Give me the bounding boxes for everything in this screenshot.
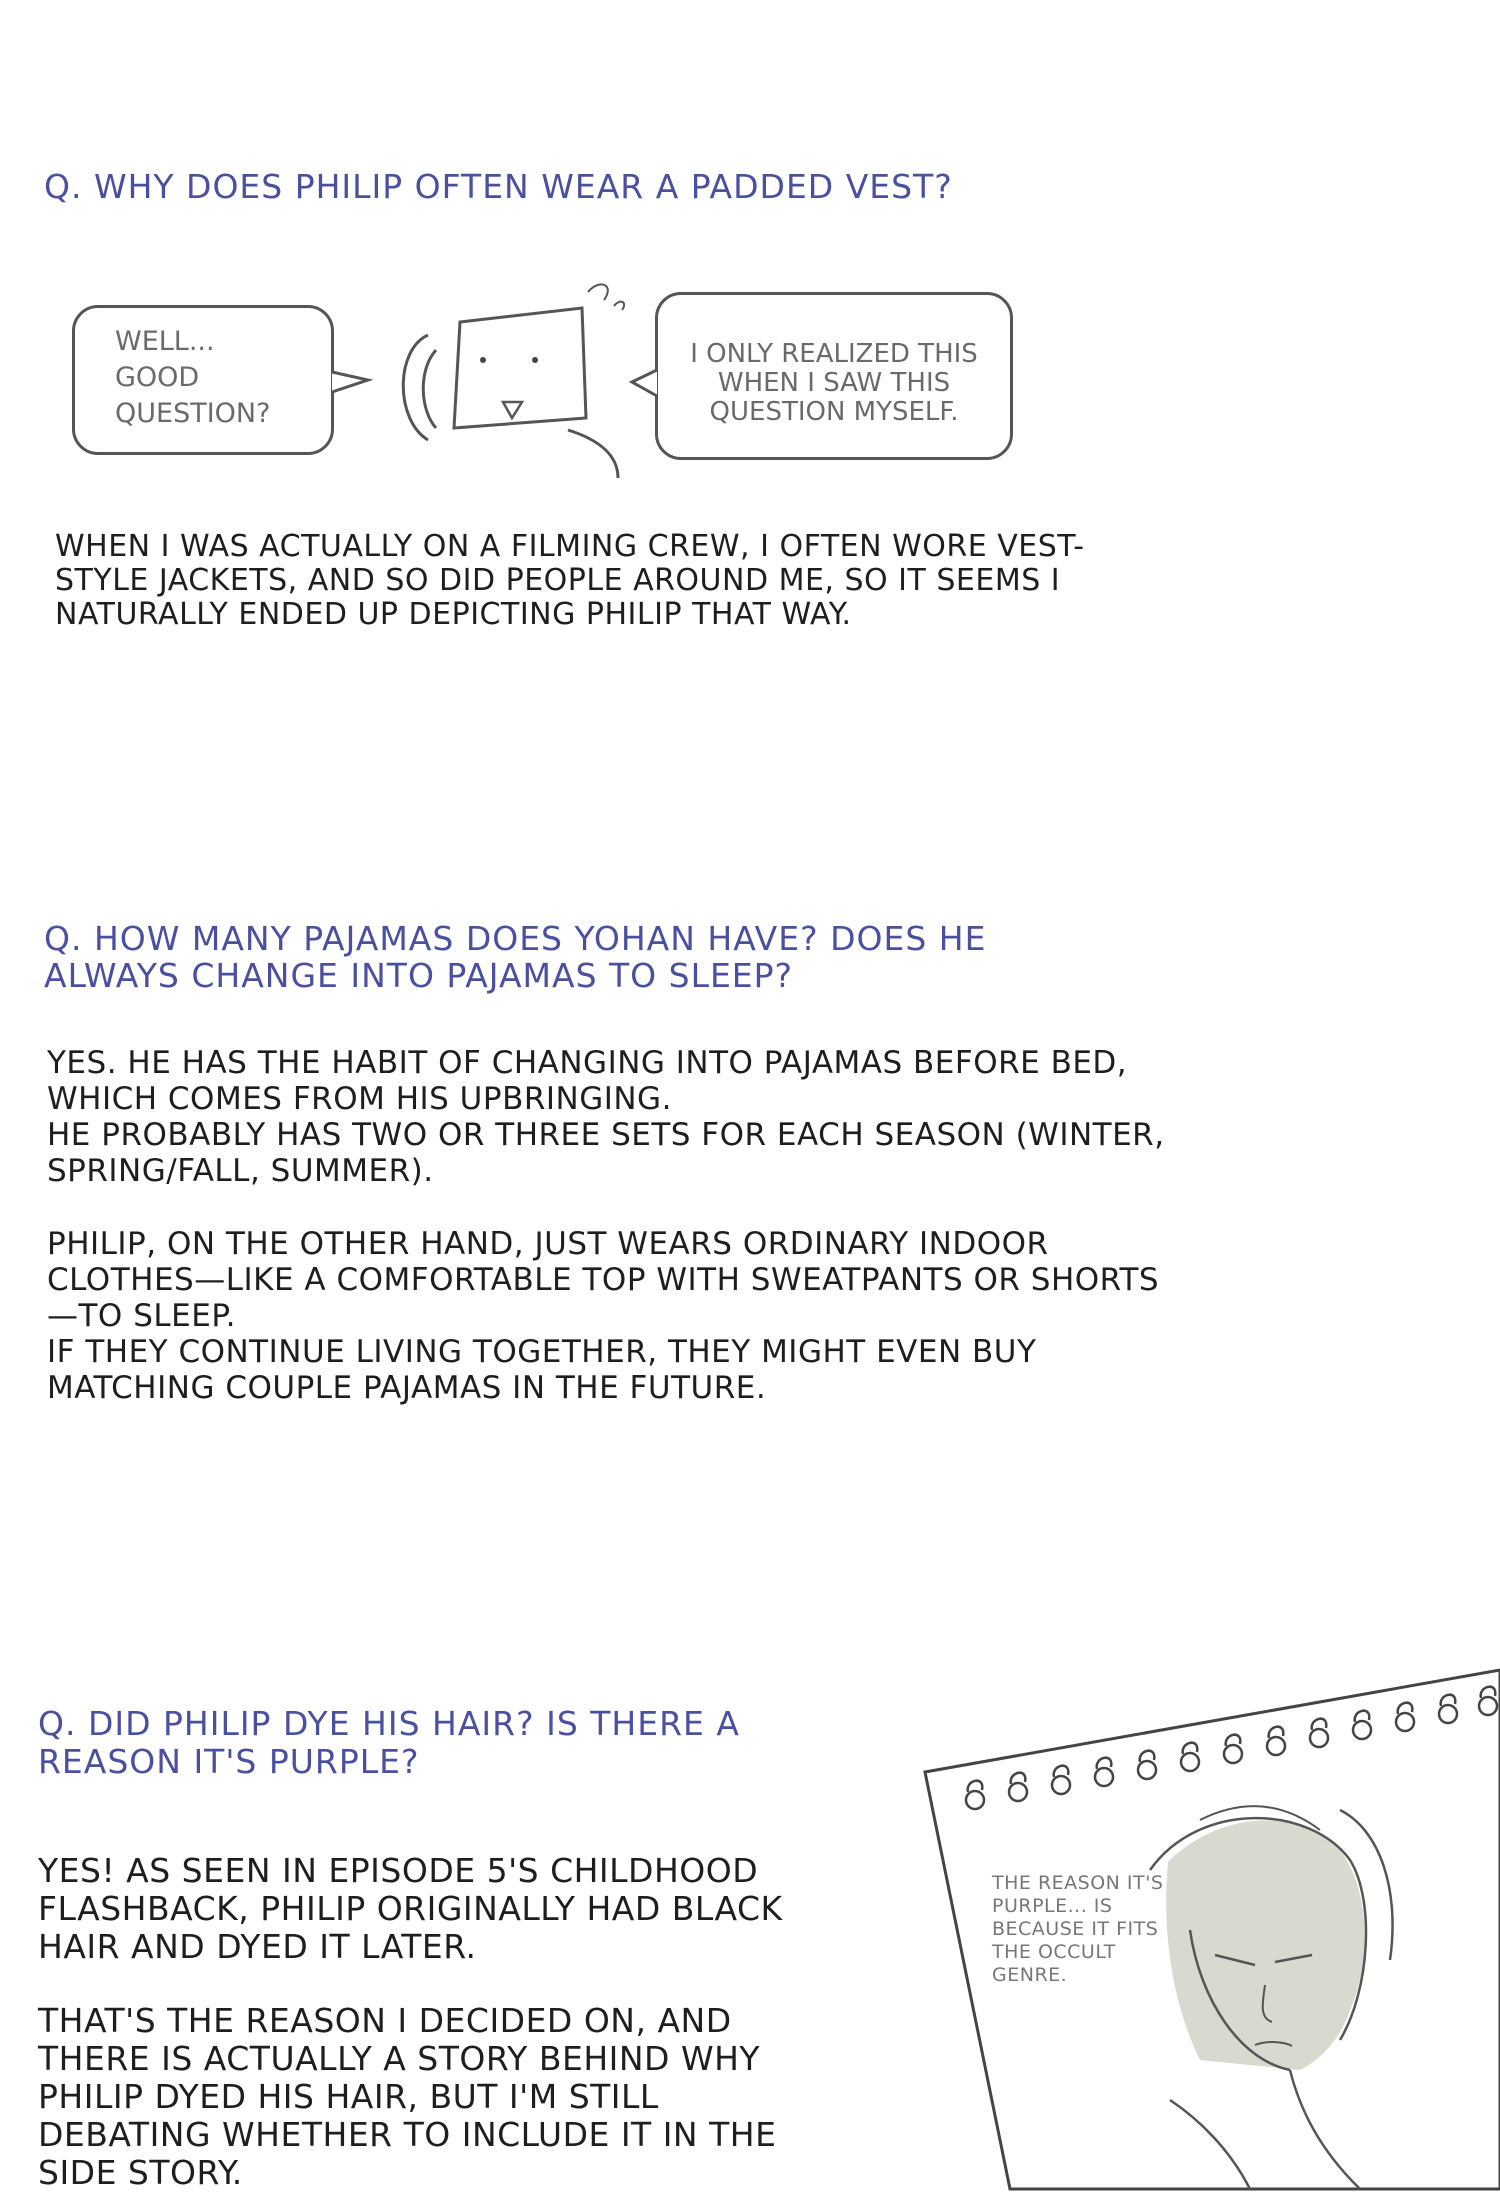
notepad-note: THE REASON IT'S PURPLE... IS BECAUSE IT FITS THE OCCULT GENRE. [992, 1872, 1164, 1986]
speech-bubble-left: WELL... GOOD QUESTION? [72, 305, 334, 455]
question-vest: Q. WHY DOES PHILIP OFTEN WEAR A PADDED VEST? [44, 167, 953, 206]
answer-pajamas-p2: PHILIP, ON THE OTHER HAND, JUST WEARS ORDINARY INDOOR CLOTHES—LIKE A COMFORTABLE TOP WITH SWEATPANTS OR SHORTS —TO SLEEP. IF THEY CONTINUE LIVING TOGETHER, THEY MIGHT EVEN BUY MATCHING COUPLE PAJAMAS IN THE FUTURE. [47, 1226, 1160, 1406]
answer-hair-p2: THAT'S THE REASON I DECIDED ON, AND THERE IS ACTUALLY A STORY BEHIND WHY PHILIP DYED HIS HAIR, BUT I'M STILL DEBATING WHETHER TO INCLUDE IT IN THE SIDE STORY. [38, 2001, 777, 2192]
answer-hair-p1: YES! AS SEEN IN EPISODE 5'S CHILDHOOD FLASHBACK, PHILIP ORIGINALLY HAD BLACK HAIR AND DYED IT LATER. [38, 1851, 783, 1966]
answer-pajamas-p1: YES. HE HAS THE HABIT OF CHANGING INTO PAJAMAS BEFORE BED, WHICH COMES FROM HIS UPBRINGING. HE PROBABLY HAS TWO OR THREE SETS FOR EACH SEASON (WINTER, SPRING/FALL, SUMMER). [47, 1045, 1165, 1189]
question-pajamas: Q. HOW MANY PAJAMAS DOES YOHAN HAVE? DOES HE ALWAYS CHANGE INTO PAJAMAS TO SLEEP? [44, 919, 987, 995]
philip-sketch-icon [0, 0, 1, 1]
question-hair: Q. DID PHILIP DYE HIS HAIR? IS THERE A REASON IT'S PURPLE? [38, 1704, 740, 1781]
answer-vest: WHEN I WAS ACTUALLY ON A FILMING CREW, I OFTEN WORE VEST- STYLE JACKETS, AND SO DID PEOPLE AROUND ME, SO IT SEEMS I NATURALLY ENDED UP DEPICTING PHILIP THAT WAY. [55, 529, 1085, 632]
speech-bubble-right: I ONLY REALIZED THIS WHEN I SAW THIS QUESTION MYSELF. [655, 292, 1013, 460]
